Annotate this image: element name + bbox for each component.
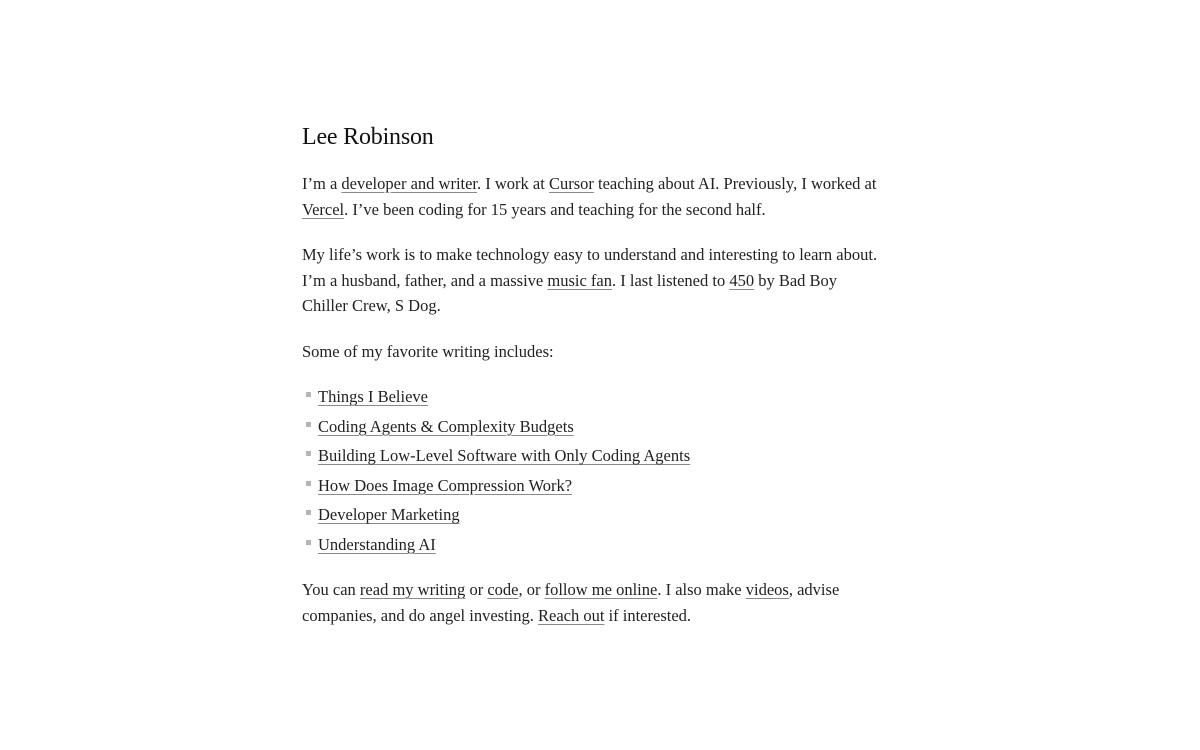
writing-link-understanding-ai[interactable]: Understanding AI [318, 534, 436, 554]
videos-link[interactable]: videos [745, 580, 789, 599]
code-link[interactable]: code [487, 580, 519, 599]
mission-text-3: by Bad Boy Chiller Crew, S Dog. [302, 270, 838, 315]
read-my-writing-link[interactable]: read my writing [359, 580, 466, 599]
outro-text-2: or [465, 580, 488, 599]
writing-link-things-i-believe[interactable]: Things I Believe [318, 387, 428, 406]
intro-text-4: . I’ve been coding for 15 years and teaching for the second half. [344, 199, 766, 219]
writing-link-coding-agents[interactable]: Coding Agents & Complexity Budgets [318, 416, 574, 436]
list-item [302, 443, 902, 473]
bullet-icon [306, 451, 311, 456]
bullet-icon [306, 540, 311, 545]
writing-link-developer-marketing[interactable]: Developer Marketing [318, 505, 460, 525]
outro-text-3: , or [518, 580, 545, 599]
outro-paragraph [302, 577, 892, 628]
favorites-intro: Some of my favorite writing includes: [302, 342, 554, 361]
bullet-icon [306, 510, 311, 515]
vercel-link[interactable]: Vercel [302, 199, 345, 219]
list-item [302, 532, 902, 562]
mission-text-1: My life’s work is to make technology easy to understand and interesting to learn about. I’m a husband, father, and a massive [302, 245, 878, 290]
intro-paragraph [302, 171, 882, 222]
bullet-icon [306, 422, 311, 427]
writing-link-image-compression[interactable]: How Does Image Compression Work? [318, 475, 573, 495]
outro-text-1: You can [302, 580, 360, 599]
page-title: Lee Robinson [302, 124, 434, 150]
intro-text-3: teaching about AI. Previously, I worked at [593, 174, 877, 193]
music-fan-link[interactable]: music fan [547, 270, 612, 290]
intro-text-2: . I work at [477, 174, 549, 193]
intro-text-1: I’m a [302, 174, 342, 193]
list-item [302, 384, 902, 414]
mission-text-2: . I last listened to [612, 270, 730, 290]
outro-text-4: . I also make [657, 580, 746, 599]
cursor-link[interactable]: Cursor [548, 174, 594, 193]
developer-and-writer-link[interactable]: developer and writer [341, 174, 478, 193]
list-item [302, 502, 902, 532]
outro-text-5: , advise companies, and do angel investing. [302, 580, 840, 625]
follow-me-online-link[interactable]: follow me online [544, 580, 658, 599]
last-track-link[interactable]: 450 [729, 270, 755, 290]
list-item [302, 473, 902, 503]
writing-link-low-level-software[interactable]: Building Low-Level Software with Only Coding Agents [318, 446, 691, 466]
outro-text-6: if interested. [604, 605, 692, 625]
bullet-icon [306, 481, 311, 486]
bullet-icon [306, 392, 311, 397]
list-item [302, 414, 902, 444]
favorite-writing-list [302, 384, 902, 562]
mission-paragraph [302, 242, 882, 319]
reach-out-link[interactable]: Reach out [538, 605, 605, 625]
